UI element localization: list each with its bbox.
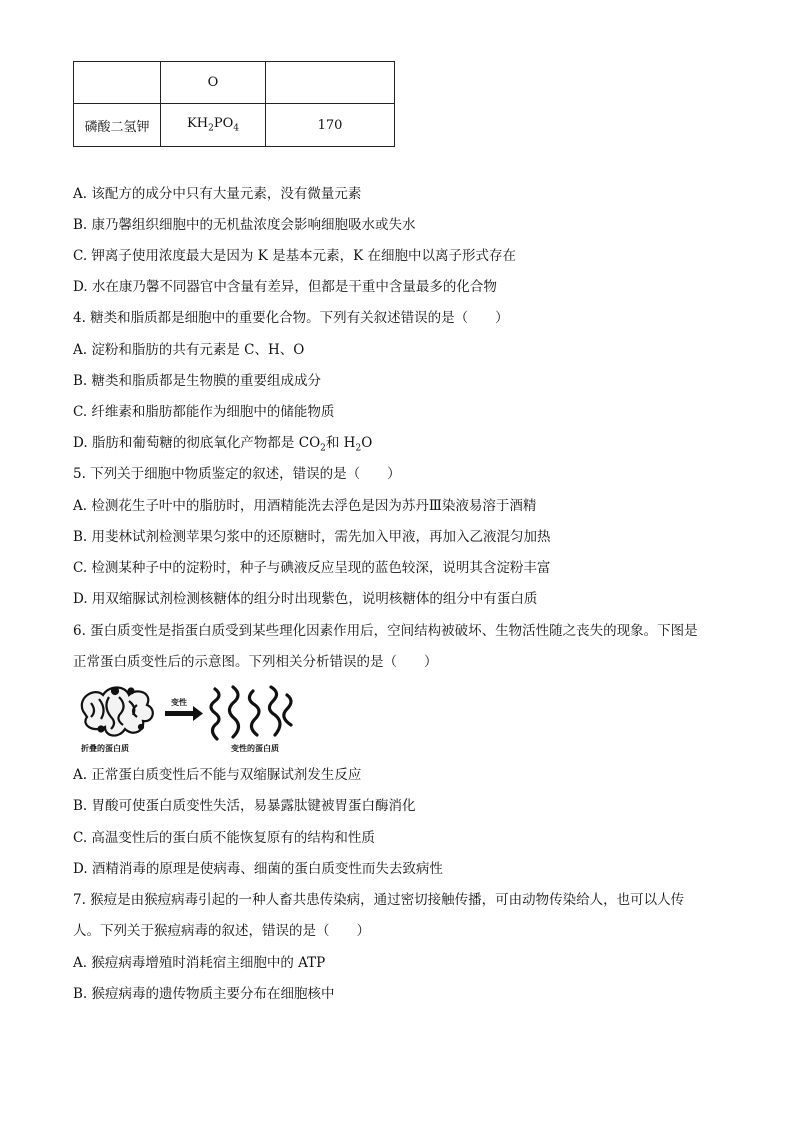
formula-subscript: 4 xyxy=(233,123,239,134)
q7-stem-line2: 人。下列关于猴痘病毒的叙述，错误的是（ ） xyxy=(73,923,370,939)
q6-option-d: D. 酒精消毒的原理是使病毒、细菌的蛋白质变性而失去致病性 xyxy=(73,861,443,877)
q3-option-b: B. 康乃馨组织细胞中的无机盐浓度会影响细胞吸水或失水 xyxy=(73,217,416,233)
formula-part: O xyxy=(361,435,373,451)
q5-option-a: A. 检测花生子叶中的脂肪时，用酒精能洗去浮色是因为苏丹Ⅲ染液易溶于酒精 xyxy=(73,498,537,514)
table-cell: O xyxy=(161,62,266,104)
q7-stem-line1: 7. 猴痘是由猴痘病毒引起的一种人畜共患传染病，通过密切接触传播，可由动物传染给人，也可以人传 xyxy=(73,892,685,908)
arrow-label: 变性 xyxy=(171,698,187,707)
formula-part: 和 H xyxy=(325,435,356,451)
table-row xyxy=(74,62,395,104)
q4-option-d xyxy=(73,433,372,459)
denatured-protein-icon xyxy=(211,687,291,739)
q3-option-c: C. 钾离子使用浓度最大是因为 K 是基本元素，K 在细胞中以离子形式存在 xyxy=(73,248,516,264)
q5-option-d: D. 用双缩脲试剂检测核糖体的组分时出现紫色，说明核糖体的组分中有蛋白质 xyxy=(73,591,538,607)
q7-option-b: B. 猴痘病毒的遗传物质主要分布在细胞核中 xyxy=(73,986,335,1002)
formula-subscript: 2 xyxy=(355,443,362,454)
q5-option-b: B. 用斐林试剂检测苹果匀浆中的还原糖时，需先加入甲液，再加入乙液混匀加热 xyxy=(73,529,551,545)
denatured-protein-label: 变性的蛋白质 xyxy=(231,744,279,753)
formula-part: PO xyxy=(213,116,234,132)
formula-part: CO xyxy=(298,435,321,451)
folded-protein-label: 折叠的蛋白质 xyxy=(81,744,129,753)
q4-option-c: C. 纤维素和脂肪都能作为细胞中的储能物质 xyxy=(73,404,335,420)
formula-part: KH xyxy=(187,116,209,132)
fertilizer-table-fragment xyxy=(73,61,395,147)
q5-stem: 5. 下列关于细胞中物质鉴定的叙述，错误的是（ ） xyxy=(73,466,401,482)
q5-option-c: C. 检测某种子中的淀粉时，种子与碘液反应呈现的蓝色较深，说明其含淀粉丰富 xyxy=(73,560,551,576)
q6-option-c: C. 高温变性后的蛋白质不能恢复原有的结构和性质 xyxy=(73,830,375,846)
formula-subscript: 2 xyxy=(320,443,326,454)
q6-option-b: B. 胃酸可使蛋白质变性失活，易暴露肽键被胃蛋白酶消化 xyxy=(73,798,416,814)
q4-option-d-text: D. 脂肪和葡萄糖的彻底氧化产物都是 xyxy=(73,435,295,451)
table-cell-formula xyxy=(161,104,266,147)
table-cell-name: 磷酸二氢钾 xyxy=(74,104,161,147)
table-cell xyxy=(266,62,395,104)
formula-subscript: 2 xyxy=(208,123,214,134)
q3-option-d: D. 水在康乃馨不同器官中含量有差异，但都是干重中含量最多的化合物 xyxy=(73,279,497,295)
protein-denaturation-figure xyxy=(73,679,313,755)
arrow-icon xyxy=(165,706,203,721)
table-row xyxy=(74,104,395,147)
q4-stem: 4. 糖类和脂质都是细胞中的重要化合物。下列有关叙述错误的是（ ） xyxy=(73,310,509,326)
q7-option-a: A. 猴痘病毒增殖时消耗宿主细胞中的 ATP xyxy=(73,955,326,971)
folded-protein-icon xyxy=(82,688,153,736)
q4-option-a: A. 淀粉和脂肪的共有元素是 C、H、O xyxy=(73,342,305,358)
q6-option-a: A. 正常蛋白质变性后不能与双缩脲试剂发生反应 xyxy=(73,767,362,783)
q3-option-a: A. 该配方的成分中只有大量元素，没有微量元素 xyxy=(73,186,362,202)
table-cell-value: 170 xyxy=(266,104,395,147)
table-cell xyxy=(74,62,161,104)
q6-stem-line1: 6. 蛋白质变性是指蛋白质受到某些理化因素作用后，空间结构被破坏、生物活性随之丧失的现象。下图是 xyxy=(73,623,698,639)
q6-stem-line2: 正常蛋白质变性后的示意图。下列相关分析错误的是（ ） xyxy=(73,654,438,670)
q4-option-b: B. 糖类和脂质都是生物膜的重要组成成分 xyxy=(73,373,322,389)
